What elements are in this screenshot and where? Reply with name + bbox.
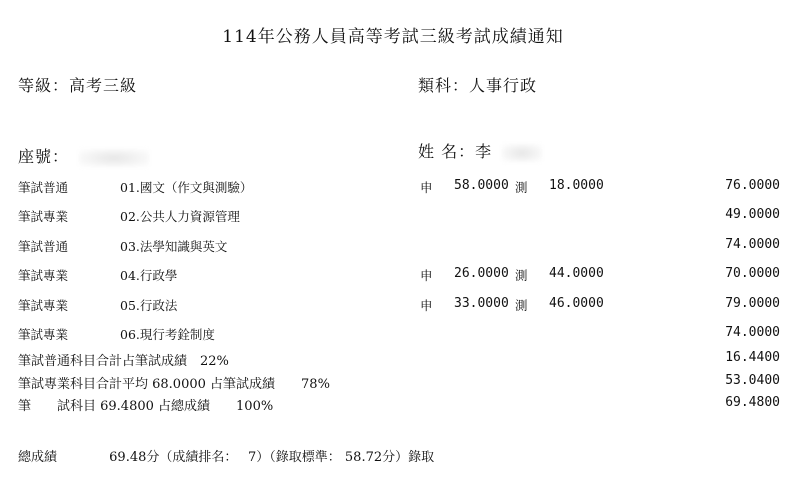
subject-name: 06.現行考銓制度 xyxy=(120,327,215,342)
summary-value: 53.0400 xyxy=(725,373,780,388)
page-title: 114年公務人員高等考試三級考試成績通知 xyxy=(222,27,564,47)
total-label: 總成績 xyxy=(18,450,58,465)
essay-label: 申 xyxy=(420,180,433,195)
subject-name: 05.行政法 xyxy=(120,298,178,313)
subject-score: 76.0000 xyxy=(725,178,780,193)
exam-level: 等級：高考三級 xyxy=(18,76,138,95)
essay-label: 申 xyxy=(420,298,433,313)
subject-name: 04.行政學 xyxy=(120,268,178,283)
exam-category: 類科：人事行政 xyxy=(418,76,538,95)
test-label: 測 xyxy=(515,268,528,283)
essay-score: 26.0000 xyxy=(454,266,509,281)
subject-score: 49.0000 xyxy=(725,207,780,222)
subject-name: 03.法學知識與英文 xyxy=(120,239,228,254)
subject-score: 70.0000 xyxy=(725,266,780,281)
essay-label: 申 xyxy=(420,268,433,283)
subject-type: 筆試普通 xyxy=(18,180,69,195)
test-label: 測 xyxy=(515,180,528,195)
subject-score: 74.0000 xyxy=(725,237,780,252)
summary-value: 16.4400 xyxy=(725,350,780,365)
name-label: 姓 名：李 xyxy=(418,142,493,161)
subject-type: 筆試專業 xyxy=(18,298,69,313)
test-label: 測 xyxy=(515,298,528,313)
summary-text: 筆試專業科目合計平均 68.0000 占筆試成績 78% xyxy=(18,377,330,392)
test-score: 18.0000 xyxy=(549,178,604,193)
subject-type: 筆試專業 xyxy=(18,327,69,342)
total-detail: 69.48分（成績排名： 7）（錄取標準： 58.72分）錄取 xyxy=(109,450,435,465)
subject-type: 筆試專業 xyxy=(18,209,69,224)
subject-type: 筆試專業 xyxy=(18,268,69,283)
essay-score: 58.0000 xyxy=(454,178,509,193)
seat-label: 座號： xyxy=(18,147,70,166)
seat-number xyxy=(18,144,149,167)
essay-score: 33.0000 xyxy=(454,296,509,311)
summary-text: 筆 試科目 69.4800 占總成績 100% xyxy=(18,399,274,414)
test-score: 46.0000 xyxy=(549,296,604,311)
summary-value: 69.4800 xyxy=(725,395,780,410)
candidate-name xyxy=(418,139,542,162)
subject-name: 01.國文（作文與測驗） xyxy=(120,180,253,195)
subject-score: 74.0000 xyxy=(725,325,780,340)
redacted-seat-number xyxy=(79,149,149,167)
test-score: 44.0000 xyxy=(549,266,604,281)
subject-score: 79.0000 xyxy=(725,296,780,311)
summary-text: 筆試普通科目合計占筆試成績 22% xyxy=(18,354,229,369)
subject-name: 02.公共人力資源管理 xyxy=(120,209,240,224)
subject-type: 筆試普通 xyxy=(18,239,69,254)
redacted-name xyxy=(502,144,542,162)
total-score-line xyxy=(18,446,434,465)
